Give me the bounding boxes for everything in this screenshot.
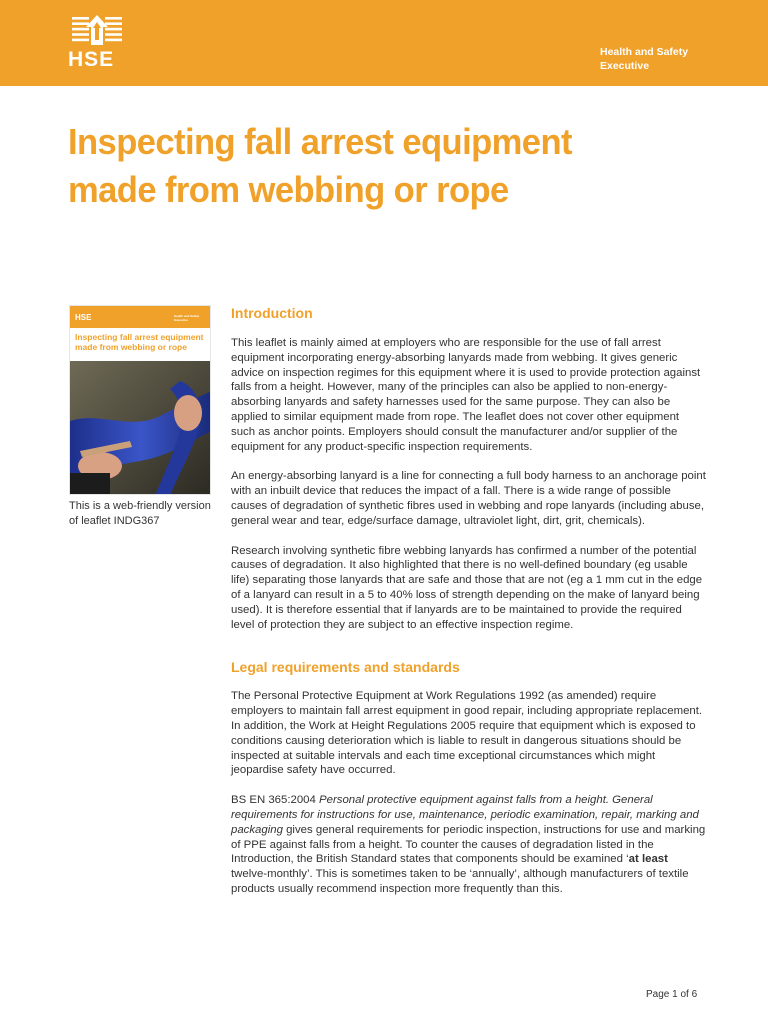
page-title [68, 118, 702, 214]
page-title-line-1: Inspecting fall arrest equipment [68, 121, 572, 162]
agency-line-2: Executive [600, 60, 650, 72]
standard-title: Personal protective equipment against falls from a height. General requirements for instructions for use, maintenance, periodic examination, repair, marking and packaging [231, 794, 699, 836]
page-number: Page 1 of 6 [646, 989, 698, 1000]
cover-agency: Health and Safety Executive [174, 314, 200, 322]
intro-paragraph-1: This leaflet is mainly aimed at employers who are responsible for the use of fall arrest equipment incorporating energy-absorbing lanyards made from webbing. It gives generic advice on inspection regimes for this equipment where it is used to provide protection against falls from a height. However, many of the principles can also be applied to non-energy-absorbing lanyards and safety harnesses used for the same purpose. They can also be applied to similar equipment made from rope. The leaflet does not cover other equipment such as anchor points. Employers should consult the manufacturer and/or supplier of the equipment for any product-specific inspection requirements. [231, 337, 701, 453]
legal-paragraph-2-end: twelve-monthly’. This is sometimes taken to be ‘annually’, although manufacturers of textile products usually recommend inspection more frequently than this. [231, 868, 689, 895]
introduction-heading: Introduction [231, 305, 313, 321]
main-content [231, 304, 706, 897]
cover-title: Inspecting fall arrest equipment made from webbing or rope [75, 332, 204, 352]
cover-header-band [70, 306, 211, 328]
legal-paragraph-1: The Personal Protective Equipment at Work Regulations 1992 (as amended) require employers to maintain fall arrest equipment in good repair, including appropriate replacement. In addition, the Work at Height Regulations 2005 require that equipment which is exposed to conditions causing deterioration which is liable to result in dangerous situations should be inspected at suitable intervals and each time exceptional circumstances which might jeopardise safety have occurred. [231, 690, 703, 777]
hse-logo [68, 15, 128, 71]
legal-paragraph-2-text: gives general requirements for periodic inspection, instructions for use and marking of PPE against falls from a height. To counter the causes of degradation listed in the Introduction, the British Standard states that components should be examined ‘ [231, 823, 706, 866]
cover-logo: HSE [75, 313, 92, 322]
legal-requirements-heading: Legal requirements and standards [231, 659, 460, 676]
cover-caption: This is a web-friendly version of leaflet INDG367 [69, 500, 211, 527]
page-title-line-2: made from webbing or rope [68, 169, 509, 210]
intro-paragraph-3: Research involving synthetic fibre webbing lanyards has confirmed a number of the potential causes of degradation. It also highlighted that there is no well-defined boundary (eg usable life) separating those lanyards that are safe and those that are not (eg a 1 mm cut in the edge of a lanyard can result in a 5 to 40% loss of strength depending on the make of lanyard being used). It is therefore essential that if lanyards are to be maintained to provide the required level of protection they are subject to an effective inspection regime. [231, 544, 703, 631]
lanyard-photo-icon [70, 361, 211, 495]
intro-paragraph-2: An energy-absorbing lanyard is a line for connecting a full body harness to an anchorage point with an inbuilt device that reduces the impact of a fall. There is a wide range of possible causes of degradation of synthetic fibres used in webbing and rope lanyards (including abuse, general wear and tear, edge/surface damage, ultraviolet light, dirt, grit, chemicals). [231, 470, 706, 527]
hse-wordmark: HSE [68, 48, 115, 71]
standard-reference: BS EN 365:2004 [231, 794, 320, 807]
agency-name [600, 45, 740, 73]
agency-line-1: Health and Safety [600, 46, 689, 58]
emphasis-at-least: at least [628, 853, 668, 866]
header-band [0, 0, 768, 86]
hse-emblem-icon [72, 15, 122, 47]
legal-paragraph-2 [231, 793, 706, 897]
leaflet-cover-thumbnail [69, 305, 211, 495]
